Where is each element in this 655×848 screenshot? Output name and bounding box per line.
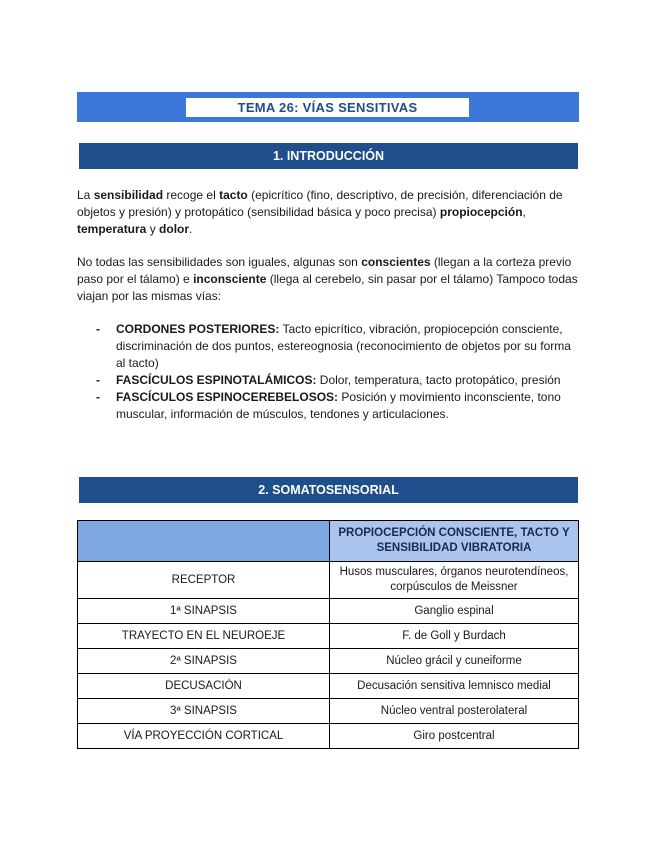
row-label: DECUSACIÓN bbox=[78, 674, 330, 699]
table-header-blank-cell bbox=[78, 521, 330, 562]
row-label: TRAYECTO EN EL NEUROEJE bbox=[78, 624, 330, 649]
table-header-row bbox=[78, 521, 579, 562]
section-header-somatosensorial: 2. SOMATOSENSORIAL bbox=[79, 477, 578, 503]
row-value: Núcleo grácil y cuneiforme bbox=[330, 649, 579, 674]
row-label: VÍA PROYECCIÓN CORTICAL bbox=[78, 724, 330, 749]
table-row bbox=[78, 674, 579, 699]
intro-paragraph-1: La sensibilidad recoge el tacto (epicrítico (fino, descriptivo, de precisión, diferenciación de objetos y presión) y protopático (sensibilidad básica y poco precisa) propiocepción, temperatura y dolor. bbox=[77, 188, 563, 236]
page-title: TEMA 26: VÍAS SENSITIVAS bbox=[186, 98, 469, 117]
table-row bbox=[78, 599, 579, 624]
row-value: F. de Goll y Burdach bbox=[330, 624, 579, 649]
row-label: 3ª SINAPSIS bbox=[78, 699, 330, 724]
row-label: 1ª SINAPSIS bbox=[78, 599, 330, 624]
table-row bbox=[78, 699, 579, 724]
row-value: Ganglio espinal bbox=[330, 599, 579, 624]
table-column-header: PROPIOCEPCIÓN CONSCIENTE, TACTO Y SENSIBILIDAD VIBRATORIA bbox=[330, 521, 579, 562]
table-row bbox=[78, 624, 579, 649]
table-row bbox=[78, 562, 579, 599]
vias-list bbox=[96, 321, 582, 423]
intro-paragraph-2: No todas las sensibilidades son iguales, algunas son conscientes (llegan a la corteza previo paso por el tálamo) e inconsciente (llega al cerebelo, sin pasar por el tálamo) Tampoco todas viajan por las mismas vías: bbox=[77, 255, 578, 303]
list-item: - FASCÍCULOS ESPINOCEREBELOSOS: Posición y movimiento inconsciente, tono muscular, información de músculos, tendones y articulaciones. bbox=[96, 390, 561, 421]
list-item: - FASCÍCULOS ESPINOTALÁMICOS: Dolor, temperatura, tacto protopático, presión bbox=[96, 373, 561, 387]
row-value: Giro postcentral bbox=[330, 724, 579, 749]
table-row bbox=[78, 724, 579, 749]
row-value: Husos musculares, órganos neurotendíneos, corpúsculos de Meissner bbox=[330, 562, 579, 599]
section-header-introduccion: 1. INTRODUCCIÓN bbox=[79, 143, 578, 169]
list-item: - CORDONES POSTERIORES: Tacto epicrítico, vibración, propiocepción consciente, discriminación de dos puntos, estereognosia (reconocimiento de objetos por su forma al tacto) bbox=[96, 322, 571, 370]
row-value: Decusación sensitiva lemnisco medial bbox=[330, 674, 579, 699]
row-label: RECEPTOR bbox=[78, 562, 330, 599]
row-label: 2ª SINAPSIS bbox=[78, 649, 330, 674]
row-value: Núcleo ventral posterolateral bbox=[330, 699, 579, 724]
table-row bbox=[78, 649, 579, 674]
somatosensorial-table bbox=[77, 520, 579, 749]
